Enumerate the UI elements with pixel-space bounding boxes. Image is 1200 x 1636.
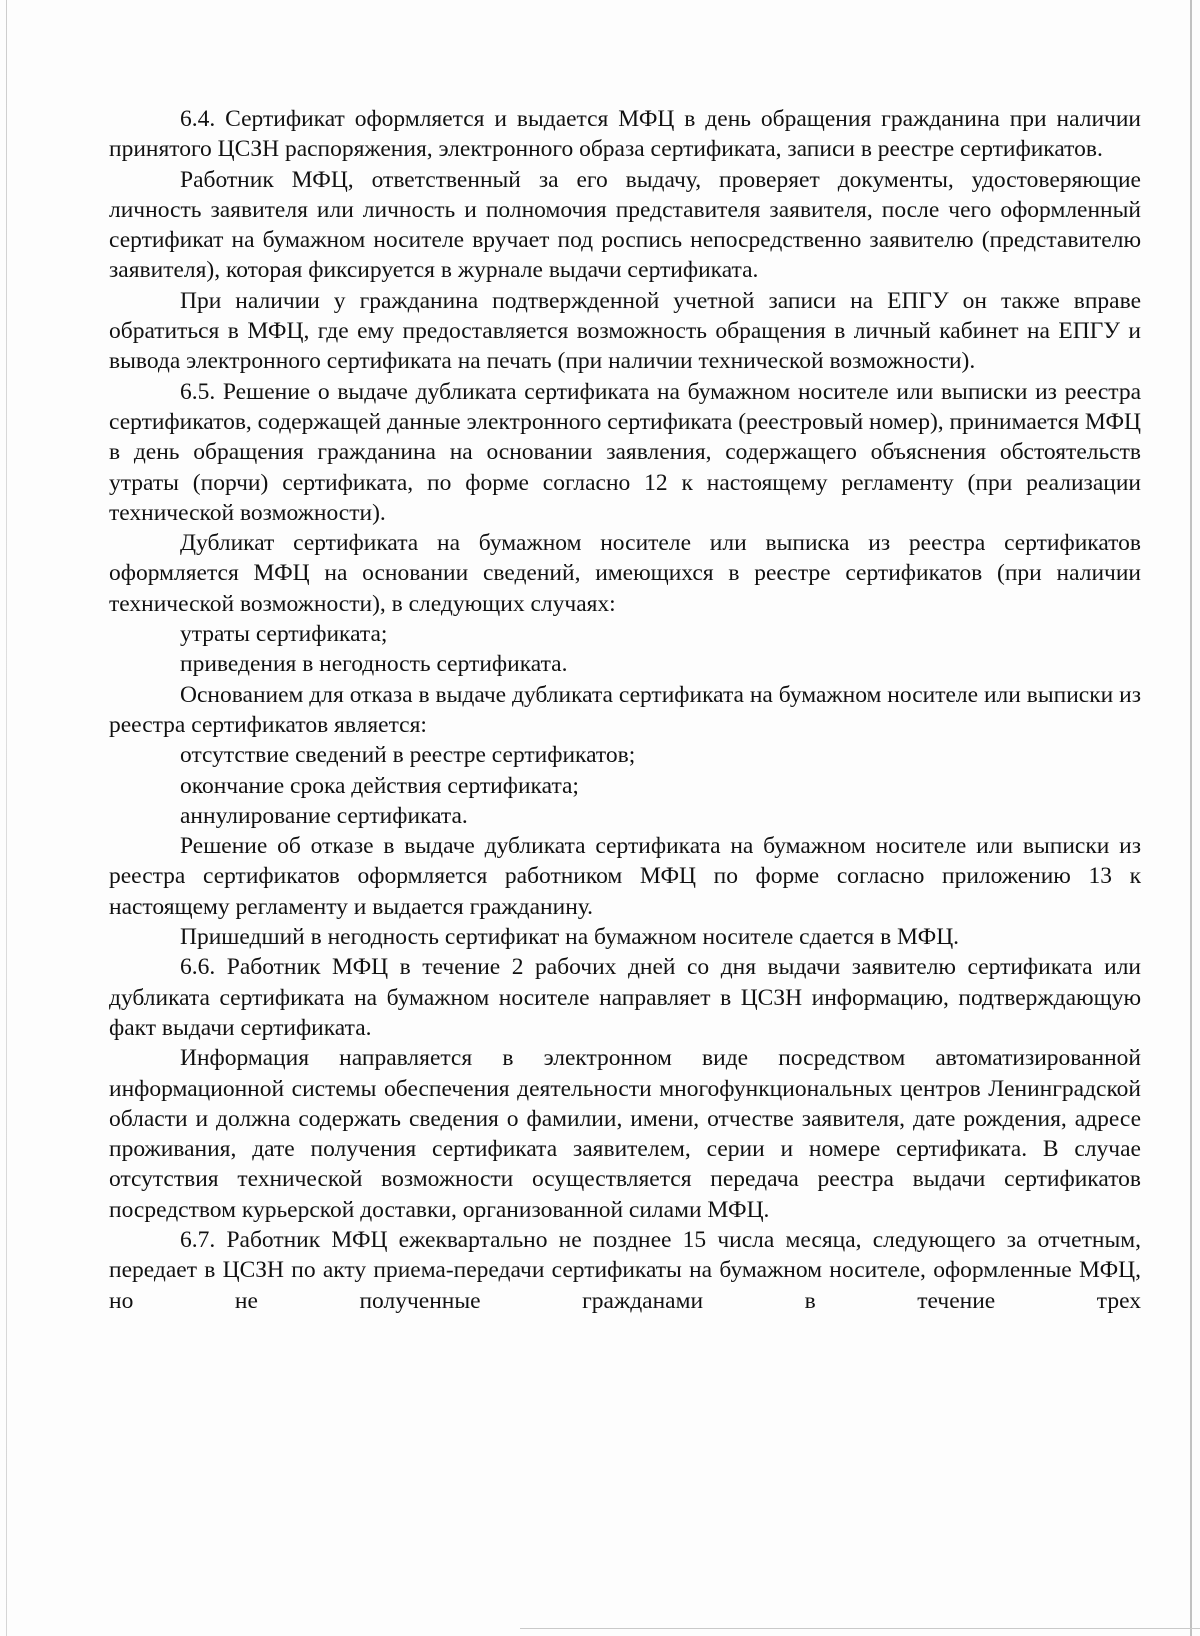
list-item-loss: утраты сертификата;: [180, 621, 388, 648]
document-body: [109, 104, 1141, 1316]
list-item-damage: приведения в негодность сертификата.: [180, 651, 568, 678]
paragraph-mfc-worker-check: Работник МФЦ, ответственный за его выдачу, проверяет документы, удостоверяющие личность заявителя или личность и полномочия представителя заявителя, после чего оформленный сертификат на бумажном носителе вручает под роспись непосредственно заявителю (представителю заявителя), которая фиксируется в журнале выдачи сертификата.: [109, 166, 1141, 284]
paragraph-6-6: 6.6. Работник МФЦ в течение 2 рабочих дней со дня выдачи заявителю сертификата или дубликата сертификата на бумажном носителе направляет в ЦСЗН информацию, подтверждающую факт выдачи сертификата.: [109, 954, 1141, 1041]
paragraph-6-5: 6.5. Решение о выдаче дубликата сертификата на бумажном носителе или выписки из реестра сертификатов, содержащей данные электронного сертификата (реестровый номер), принимается МФЦ в день обращения гражданина на основании заявления, содержащего объяснения обстоятельств утраты (порчи) сертификата, по форме согласно 12 к настоящему регламенту (при реализации технической возможности).: [109, 378, 1141, 526]
list-item-expired: окончание срока действия сертификата;: [180, 772, 579, 799]
paragraph-6-7: 6.7. Работник МФЦ ежеквартально не позднее 15 числа месяца, следующего за отчетным, передает в ЦСЗН по акту приема-передачи сертификаты на бумажном носителе, оформленные МФЦ, но не полученные гражданами в течение трех: [109, 1226, 1141, 1314]
paragraph-damaged-return: Пришедший в негодность сертификат на бумажном носителе сдается в МФЦ.: [180, 924, 960, 951]
paragraph-duplicate-issue: Дубликат сертификата на бумажном носителе или выписка из реестра сертификатов оформляется МФЦ на основании сведений, имеющихся в реестре сертификатов (при наличии технической возможности), в следующих случаях:: [109, 530, 1141, 617]
scan-bottom-edge: [520, 1628, 1200, 1629]
scan-left-edge: [6, 0, 7, 1636]
paragraph-refusal-grounds: Основанием для отказа в выдаче дубликата сертификата на бумажном носителе или выписки из реестра сертификатов является:: [109, 681, 1141, 738]
paragraph-refusal-decision: Решение об отказе в выдаче дубликата сертификата на бумажном носителе или выписки из реестра сертификатов оформляется работником МФЦ по форме согласно приложению 13 к настоящему регламенту и выдается гражданину.: [109, 833, 1141, 920]
list-item-annulled: аннулирование сертификата.: [180, 802, 468, 829]
paragraph-info-transfer: Информация направляется в электронном виде посредством автоматизированной информационной системы обеспечения деятельности многофункциональных центров Ленинградской области и должна содержать сведения о фамилии, имени, отчестве заявителя, дате рождения, адресе проживания, дате получения сертификата заявителем, серии и номере сертификата. В случае отсутствия технической возможности осуществляется передача реестра выдачи сертификатов посредством курьерской доставки, организованной силами МФЦ.: [109, 1045, 1141, 1223]
paragraph-epgu-account: При наличии у гражданина подтвержденной учетной записи на ЕПГУ он также вправе обратиться в МФЦ, где ему предоставляется возможность обращения в личный кабинет на ЕПГУ и вывода электронного сертификата на печать (при наличии технической возможности).: [109, 287, 1141, 375]
paragraph-6-4: 6.4. Сертификат оформляется и выдается МФЦ в день обращения гражданина при наличии принятого ЦСЗН распоряжения, электронного образа сертификата, записи в реестре сертификатов.: [109, 106, 1141, 163]
list-item-no-registry-data: отсутствие сведений в реестре сертификатов;: [180, 742, 636, 769]
scan-right-edge: [1190, 0, 1192, 1636]
